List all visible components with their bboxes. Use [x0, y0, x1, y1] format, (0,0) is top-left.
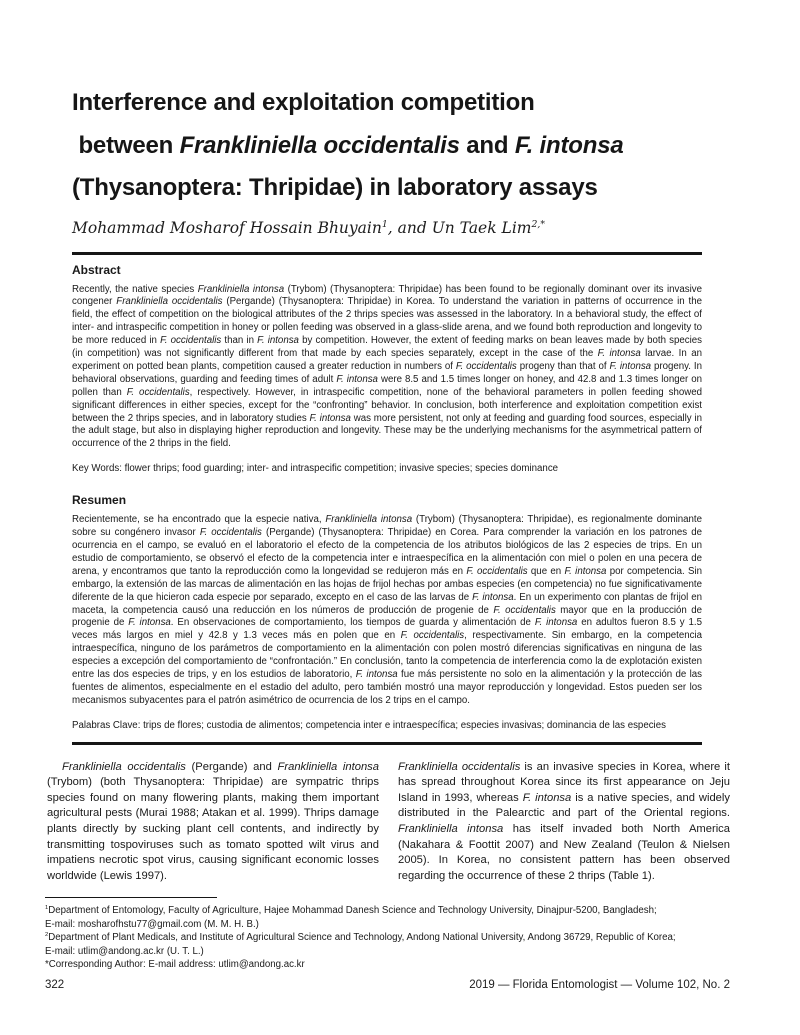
resumen-keywords: Palabras Clave: trips de flores; custodia de alimentos; competencia inter e intraespecífica; especies invasivas; dominancia de las especies: [72, 719, 666, 731]
footnote-corresponding-author: *Corresponding Author: E-mail address: utlim@andong.ac.kr: [45, 959, 305, 971]
author-line: Mohammad Mosharof Hossain Bhuyain$^1$, and Un Taek Lim$^{2,*}$: [72, 218, 546, 237]
title-line-3: (Thysanoptera: Thripidae) in laboratory assays: [72, 174, 598, 201]
divider-rule-bottom: [72, 742, 702, 745]
title-line-2: between Frankliniella occidentalis and F. intonsa: [72, 131, 624, 159]
footnote-affiliation-2: $^2$Department of Plant Medicals, and Institute of Agricultural Science and Technology, Andong National University, Andong 36729, Republic of Korea;: [45, 932, 676, 944]
title-line-1: Interference and exploitation competition: [72, 89, 535, 116]
footnote-email-2: E-mail: utlim@andong.ac.kr (U. T. L.): [45, 945, 204, 957]
body-left-column: Frankliniella occidentalis (Pergande) and Frankliniella intonsa (Trybom) (both Thysanoptera: Thripidae) are sympatric thrips species found on many flowering plants, making them important agricultural pests (Murai 1988; Atakan et al. 1999). Thrips damage plants directly by sucking plant cell contents, and indirectly by transmitting tospoviruses such as tomato spotted wilt virus and impatiens necrotic spot virus, causing significant economic losses worldwide (Lewis 1997).: [47, 760, 379, 882]
footnote-email-1: E-mail: mosharofhstu77@gmail.com (M. M. H. B.): [45, 918, 259, 930]
divider-rule-top: [72, 252, 702, 255]
footnotes-block: [45, 897, 730, 972]
article-header: [0, 0, 800, 237]
page-footer: [45, 979, 730, 991]
resumen-heading: Resumen: [72, 493, 127, 508]
page-number: 322: [45, 979, 65, 991]
abstract-keywords: Key Words: flower thrips; food guarding; inter- and intraspecific competition; invasive species; species dominance: [72, 463, 559, 475]
footnote-affiliation-1: $^1$Department of Entomology, Faculty of Agriculture, Hajee Mohammad Danesh Science and Technology University, Dinajpur-5200, Bangladesh;: [45, 905, 657, 917]
abstract-text: Recently, the native species Frankliniella intonsa (Trybom) (Thysanoptera: Thripidae) has been found to be regionally dominant over its invasive congener Frankliniella occidentalis (Pergande) (Thysanoptera: Thripidae) in Korea. To understand the variation in patterns of occurrence in the field, the effect of competition on the biological attributes of the 2 thrips species was assessed in the laboratory. In a behavioral study, the effect of inter- and intraspecific competition in honey or pollen feeding was observed in a glass-slide arena, and we found both reproduction and longevity to be more reduced in F. occidentalis than in F. intonsa by competition. However, the extent of feeding marks on bean leaves made by both species (in competition) was not significantly different from that made by each species separately, except in the case of the F. intonsa larvae. In an experiment on potted bean plants, competition caused a greater reduction in numbers of F. occidentalis progeny than that of F. intonsa progeny. In behavioral observations, guarding and feeding times of adult F. intonsa were 8.5 and 1.5 times longer on honey, and 42.8 and 1.3 times longer on pollen than F. occidentalis, respectively. However, in intraspecific competition, none of the behavioral parameters in pollen feeding showed significant differences in either species, except for the “confronting” behavior. In conclusion, both interference and exploitation competition exist between the 2 thrips species, and in laboratory studies F. intonsa was more persistent, not only at feeding and guarding food sources, especially in the adult stage, but also in displaying higher reproduction and longevity. These may be the underlying mechanisms for the asymmetrical pattern of occurrence of the 2 thrips in the field.: [72, 283, 703, 450]
article-title: [72, 82, 728, 210]
front-matter: [72, 252, 702, 745]
journal-citation: 2019 — Florida Entomologist — Volume 102, No. 2: [469, 979, 730, 991]
resumen-text: Recientemente, se ha encontrado que la especie nativa, Frankliniella intonsa (Trybom) (Thysanoptera: Thripidae), es regionalmente dominante sobre su congénero invasor F. occidentalis (Pergande) (Thysanoptera: Thripidae) en Corea. Para comprender la variación en los patrones de ocurrencia en el campo, se evaluó en el laboratorio el efecto de la competencia de los atributos biológicos de las 2 especies de trips. En un estudio de comportamiento, se observó el efecto de la competencia inter e intraespecífica en la alimentación con miel o polen en una pecera de arena, y encontramos que tanto la reproducción como la longevidad se redujeron más en F. occidentalis que en F. intonsa por competencia. Sin embargo, la extensión de las marcas de alimentación en las hojas de frijol hechas por ambas especies (en competencia) no fue significativamente diferente de la que hicieron cada especie por separado, excepto en el caso de las larvas de F. intonsa. En un experimento con plantas de frijol en maceta, la competencia causó una reducción en los números de producción de progenie de F. occidentalis mayor que en la producción de progenie de F. intonsa. En observaciones de comportamiento, los tiempos de guarda y alimentación de F. intonsa en adultos fueron 8.5 y 1.5 veces más largos en miel y 42.8 y 1.3 veces más en polen que en F. occidentalis, respectivamente. Sin embargo, en la competencia intraespecífica, ninguno de los parámetros de comportamiento en la alimentación con polen mostró diferencias significativas en ninguna de las especies a excepción del comportamiento de “confrontación.” En conclusión, tanto la competencia de interferencia como la de explotación existen entre las dos especies de trips, y en los estudios de laboratorio, F. intonsa fue más persistente no solo en la alimentación y la protección de las fuentes de alimentos, especialmente en el estadio del adulto, pero también mostró una mayor reproducción y longevidad. Estos pueden ser los mecanismos subyacentes para el patrón asimétrico de ocurrencia de los 2 trips en el campo.: [72, 514, 703, 706]
body-right-column: Frankliniella occidentalis is an invasive species in Korea, where it has spread throughout Korea since its first appearance on Jeju Island in 1993, whereas F. intonsa is a native species, and widely distributed in the Palearctic and part of the Oriental regions. Frankliniella intonsa has itself invaded both North America (Nakahara & Foottit 2007) and New Zealand (Teulon & Nielsen 2005). In Korea, no consistent pattern has been observed regarding the occurrence of these 2 thrips (Table 1).: [398, 760, 730, 882]
abstract-heading: Abstract: [72, 262, 121, 277]
body-columns: [47, 760, 730, 885]
footnote-rule: [45, 897, 217, 898]
